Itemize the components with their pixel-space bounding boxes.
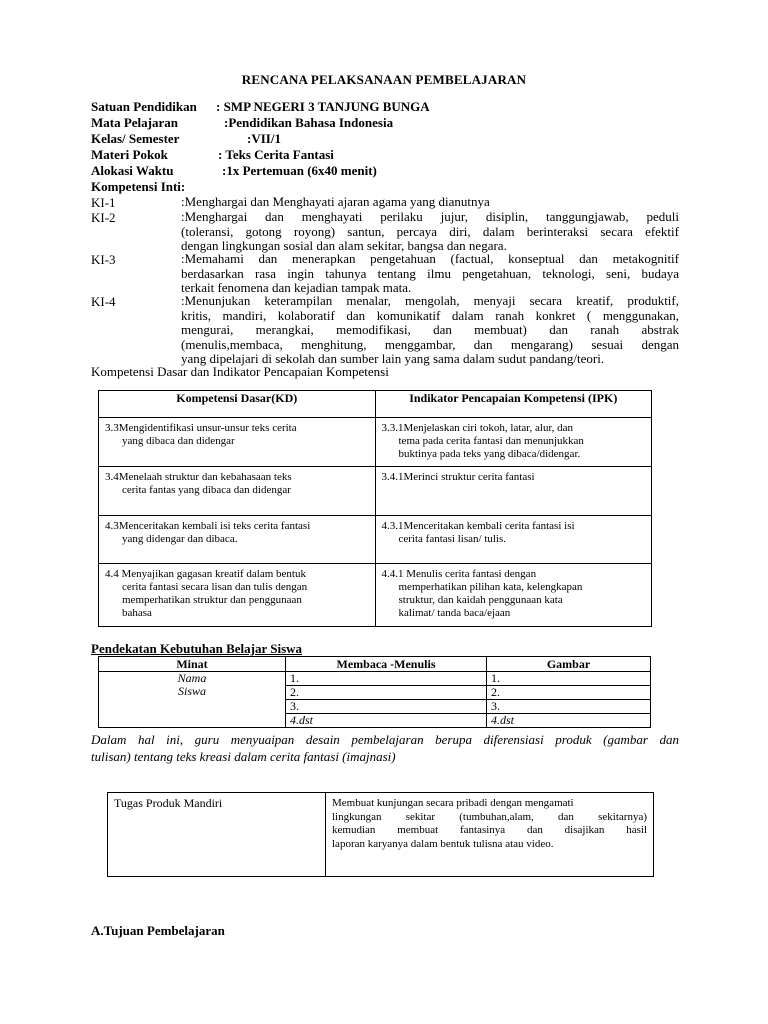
section-a-heading: A.Tujuan Pembelajaran: [91, 923, 225, 938]
info-label: Mata Pelajaran: [91, 115, 179, 130]
kd-line: yang dibaca dan didengar: [122, 435, 235, 447]
kd-line: memperhatikan struktur dan penggunaan: [122, 594, 302, 606]
gambar-cell: 3.: [487, 700, 651, 714]
table-header: Minat: [99, 657, 286, 672]
paragraph-line: tulisan) tentang teks kreasi dalam cerita fantasi (imajnasi): [91, 749, 396, 764]
minat-line: Nama: [177, 671, 207, 685]
kd-line: cerita fantasi secara lisan dan tulis dengan: [122, 581, 308, 593]
info-label: Materi Pokok: [91, 147, 168, 162]
identity-block: [91, 99, 430, 195]
gambar-cell: 2.: [487, 686, 651, 700]
table-row: [99, 672, 651, 686]
ki-line: (menulis,membaca, menghitung, menggambar, dan mengarang) sesuai dengan: [181, 336, 679, 352]
ki-text: [181, 210, 679, 254]
kd-line: cerita fantas yang dibaca dan didengar: [122, 484, 291, 496]
membaca-cell: 1.: [286, 672, 487, 686]
info-row-mapel: [91, 115, 394, 131]
ipk-line: 4.4.1 Menulis cerita fantasi dengan: [381, 568, 537, 580]
paragraph-line: Dalam hal ini, guru menyuaipan desain pembelajaran berupa diferensiasi produk (gambar dan: [91, 732, 679, 747]
table-row: [108, 793, 654, 877]
ki-line: :Memahami dan menerapkan pengetahuan (factual, konseptual dan metakognitif: [181, 251, 679, 266]
kd-ipk-table: [98, 390, 652, 627]
kd-line: 3.4Menelaah struktur dan kebahasaan teks: [105, 471, 292, 483]
ipk-line: 4.3.1Menceritakan kembali cerita fantasi isi: [381, 520, 575, 532]
ipk-line: 3.3.1Menjelaskan ciri tokoh, latar, alur, dan: [381, 422, 574, 434]
table-header-row: [99, 391, 652, 418]
ki-code: KI-3: [91, 252, 116, 267]
ki-line: :Menghargai dan menghayati perilaku jujur, disiplin, tanggungjawab, peduli: [181, 209, 679, 224]
tugas-label: Tugas Produk Mandiri: [108, 793, 326, 877]
info-label: Alokasi Waktu: [91, 163, 174, 178]
ki-line: mengurai, merangkai, memodifikasi, dan membuat) dan ranah abstrak: [181, 322, 679, 338]
ipk-cell: [375, 418, 652, 467]
ki-line: terkait fenomena dan kejadian tampak mata.: [181, 280, 412, 296]
info-value: :VII/1: [247, 131, 281, 146]
ipk-line: cerita fantasi lisan/ tulis.: [398, 533, 507, 545]
tugas-line: kemudian membuat fantasinya dan disajikan hasil: [332, 824, 647, 836]
ipk-line: memperhatikan pilihan kata, kelengkapan: [398, 581, 583, 593]
ipk-cell: [375, 516, 652, 564]
table-header: Membaca -Menulis: [286, 657, 487, 672]
ki-line: :Menghargai dan Menghayati ajaran agama yang dianutnya: [181, 194, 490, 209]
gambar-cell: 4.dst: [487, 714, 651, 728]
tugas-line: lingkungan sekitar (tumbuhan,alam, dan sekitarnya): [332, 810, 647, 823]
kd-cell: [99, 467, 376, 516]
ki-line: (toleransi, gotong royong) santun, percaya diri, dalam berinteraksi secara efektif: [181, 223, 679, 239]
info-value: : SMP NEGERI 3 TANJUNG BUNGA: [216, 99, 430, 114]
membaca-cell: 2.: [286, 686, 487, 700]
table-row: [99, 564, 652, 627]
kd-line: 4.3Menceritakan kembali isi teks cerita fantasi: [105, 520, 311, 532]
ki-text: [181, 195, 679, 210]
table-row: [99, 516, 652, 564]
ipk-line: 3.4.1Merinci struktur cerita fantasi: [381, 471, 535, 483]
gambar-cell: 1.: [487, 672, 651, 686]
differentiation-paragraph: [91, 731, 679, 765]
kd-line: bahasa: [122, 607, 152, 619]
ipk-cell: [375, 467, 652, 516]
ki-line: berdasarkan rasa ingin tahunya tentang ilmu pengetahuan, teknologi, seni, budaya: [181, 265, 679, 281]
membaca-cell: 3.: [286, 700, 487, 714]
ki-code: KI-4: [91, 294, 116, 309]
membaca-cell: 4.dst: [286, 714, 487, 728]
kd-line: yang didengar dan dibaca.: [122, 533, 238, 545]
info-label: Kelas/ Semester: [91, 131, 180, 146]
table-row: [99, 467, 652, 516]
info-row-materi: [91, 147, 334, 163]
learning-needs-table: [98, 656, 651, 728]
ipk-cell: [375, 564, 652, 627]
document-title: RENCANA PELAKSANAAN PEMBELAJARAN: [241, 72, 527, 87]
kd-heading: Kompetensi Dasar dan Indikator Pencapaian Kompetensi: [91, 364, 389, 379]
info-label: Satuan Pendidikan: [91, 99, 197, 114]
kd-line: 3.3Mengidentifikasi unsur-unsur teks cerita: [105, 422, 297, 434]
info-value: : Teks Cerita Fantasi: [218, 147, 334, 162]
tugas-table: [107, 792, 654, 877]
ki-text: [181, 252, 679, 296]
kompetensi-inti-heading: Kompetensi Inti:: [91, 179, 186, 194]
tugas-line: laporan karyanya dalam bentuk tulisna atau video.: [332, 837, 554, 850]
kd-cell: [99, 564, 376, 627]
tugas-description: [326, 793, 654, 877]
info-row-alokasi: [91, 163, 377, 179]
table-row: [99, 418, 652, 467]
ipk-line: tema pada cerita fantasi dan menunjukkan: [398, 435, 584, 447]
ipk-line: buktinya pada teks yang dibaca/didengar.: [398, 448, 581, 460]
minat-line: Siswa: [177, 684, 206, 698]
ipk-line: kalimat/ tanda baca/ejaan: [398, 607, 511, 619]
tugas-line: Membuat kunjungan secara pribadi dengan mengamati: [332, 797, 574, 809]
info-row-kelas: [91, 131, 281, 147]
kd-cell: [99, 418, 376, 467]
ki-line: dengan lingkungan sosial dan alam sekitar, bangsa dan negara.: [181, 238, 507, 254]
kd-cell: [99, 516, 376, 564]
table-header-row: [99, 657, 651, 672]
ki-text: [181, 294, 679, 367]
info-row-satuan: [91, 99, 430, 115]
ki-line: :Menunjukan keterampilan menalar, mengolah, menyaji secara kreatif, produktif,: [181, 293, 679, 308]
ki-line: kritis, mandiri, kolaboratif dan komunikatif dalam ranah konkret ( menggunakan,: [181, 307, 679, 323]
table-header: Gambar: [487, 657, 651, 672]
ki-code: KI-2: [91, 210, 116, 225]
table-header: Indikator Pencapaian Kompetensi (IPK): [375, 391, 652, 418]
ki-code: KI-1: [91, 195, 116, 210]
info-value: :Pendidikan Bahasa Indonesia: [224, 115, 394, 130]
pendekatan-heading: Pendekatan Kebutuhan Belajar Siswa: [91, 641, 303, 656]
minat-cell: [99, 672, 286, 728]
table-header: Kompetensi Dasar(KD): [99, 391, 376, 418]
ki-line: yang dipelajari di sekolah dan sumber lain yang sama dalam sudut pandang/teori.: [181, 351, 605, 367]
ipk-line: struktur, dan kaidah penggunaan kata: [398, 594, 563, 606]
info-value: :1x Pertemuan (6x40 menit): [222, 163, 377, 178]
kd-line: 4.4 Menyajikan gagasan kreatif dalam bentuk: [105, 568, 306, 580]
